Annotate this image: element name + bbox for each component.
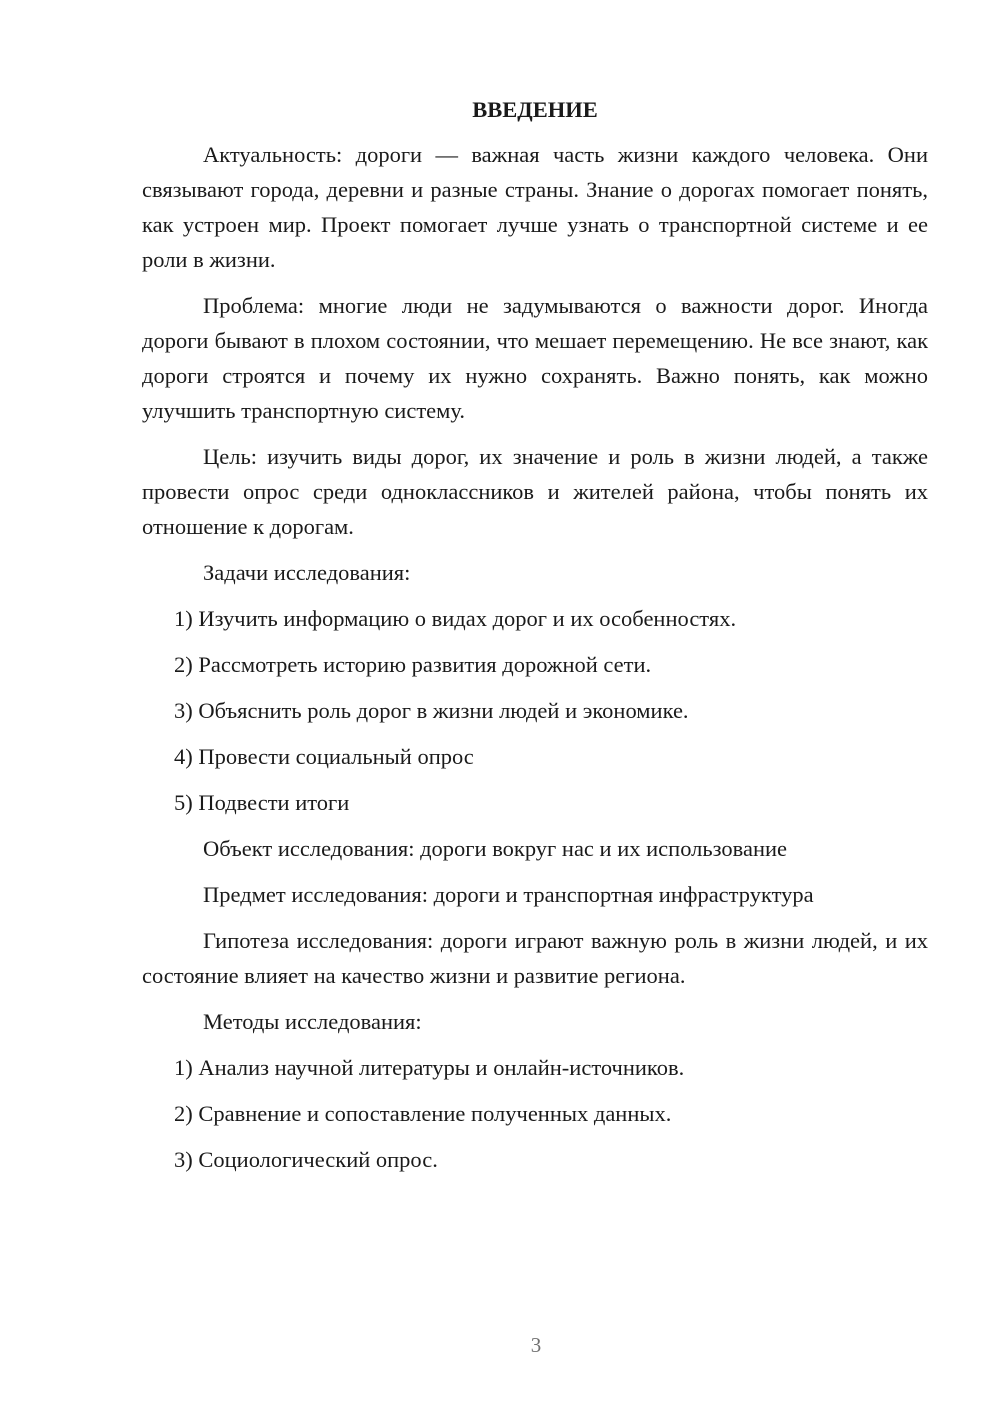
task-item-3: 3) Объяснить роль дорог в жизни людей и экономике. xyxy=(174,698,689,723)
methods-heading: Методы исследования: xyxy=(203,1009,422,1034)
section-title: ВВЕДЕНИЕ xyxy=(472,97,598,122)
document-page xyxy=(142,92,928,1188)
object-line: Объект исследования: дороги вокруг нас и их использование xyxy=(203,836,788,861)
goal-paragraph: Цель: изучить виды дорог, их значение и роль в жизни людей, а также провести опрос среди одноклассников и жителей района, чтобы понять их отношение к дорогам. xyxy=(142,444,928,539)
method-item-1: 1) Анализ научной литературы и онлайн-источников. xyxy=(174,1055,685,1080)
problem-paragraph: Проблема: многие люди не задумываются о важности дорог. Иногда дороги бывают в плохом состоянии, что мешает перемещению. Не все знают, как дороги строятся и почему их нужно сохранять. Важно понять, как можно улучшить транспортную систему. xyxy=(142,293,928,423)
method-item-3: 3) Социологический опрос. xyxy=(174,1147,438,1172)
task-item-1: 1) Изучить информацию о видах дорог и их особенностях. xyxy=(174,606,737,631)
hypothesis-paragraph: Гипотеза исследования: дороги играют важную роль в жизни людей, и их состояние влияет на качество жизни и развитие региона. xyxy=(142,928,928,988)
task-item-4: 4) Провести социальный опрос xyxy=(174,744,474,769)
task-item-2: 2) Рассмотреть историю развития дорожной сети. xyxy=(174,652,652,677)
page-number: 3 xyxy=(530,1333,542,1357)
subject-line: Предмет исследования: дороги и транспортная инфраструктура xyxy=(203,882,814,907)
relevance-paragraph: Актуальность: дороги — важная часть жизни каждого человека. Они связывают города, деревни и разные страны. Знание о дорогах помогает понять, как устроен мир. Проект помогает лучше узнать о транспортной системе и ее роли в жизни. xyxy=(142,142,928,272)
task-item-5: 5) Подвести итоги xyxy=(174,790,350,815)
method-item-2: 2) Сравнение и сопоставление полученных данных. xyxy=(174,1101,672,1126)
tasks-heading: Задачи исследования: xyxy=(203,560,411,585)
